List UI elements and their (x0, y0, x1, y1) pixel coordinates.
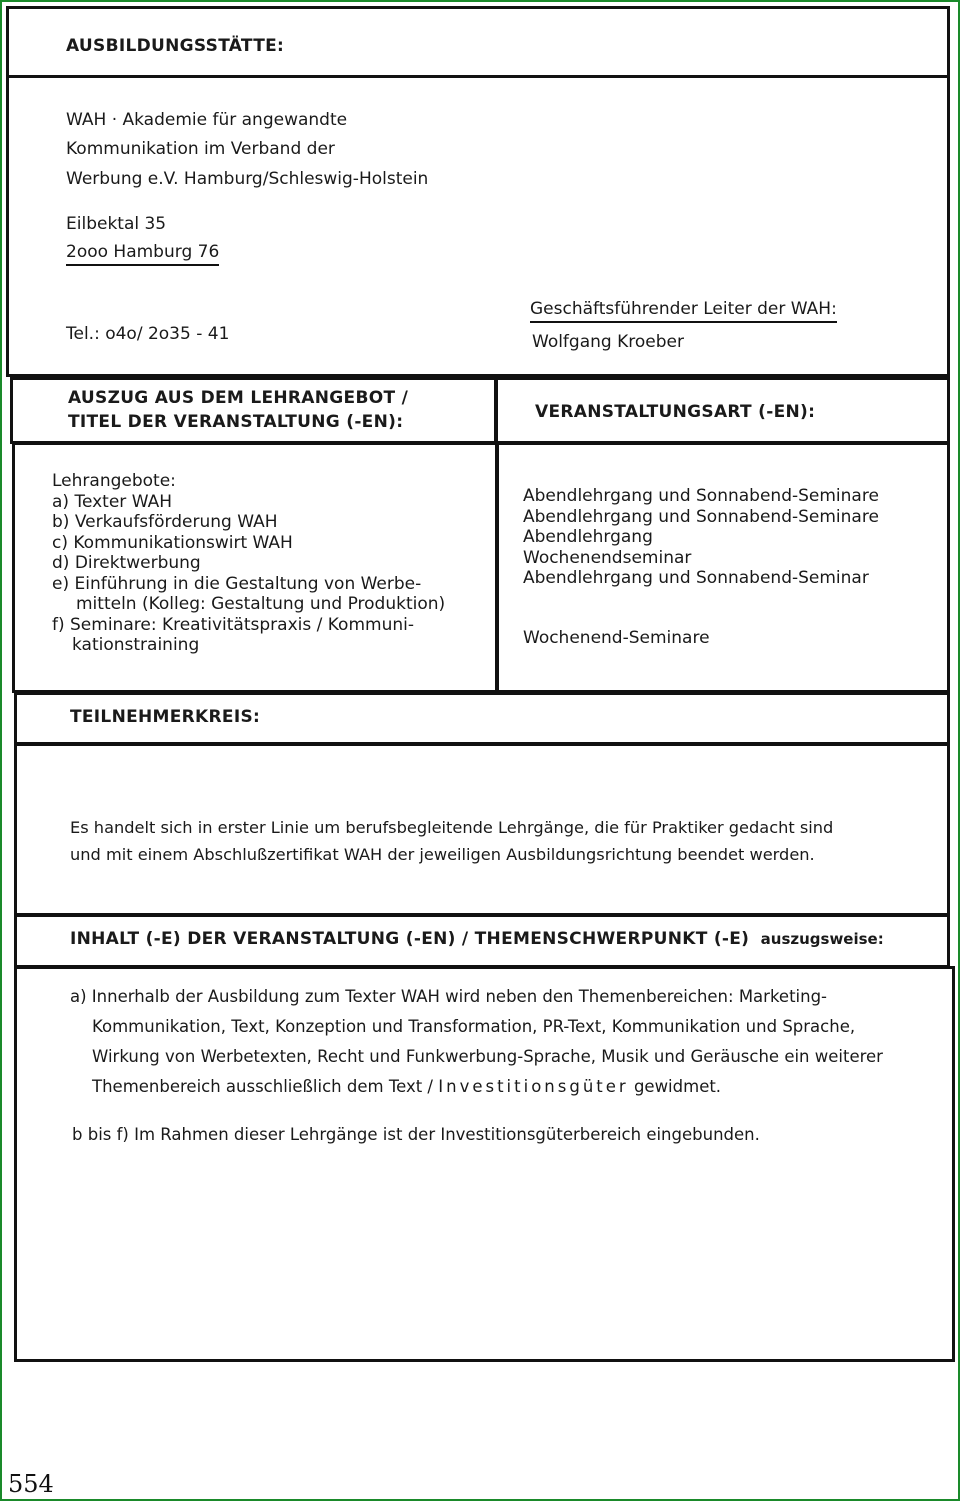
inhalt-para-a-line-3: Wirkung von Werbetexten, Recht und Funkwerbung-Sprache, Musik und Geräusche ein weiterer (92, 1047, 883, 1066)
leiter-name: Wolfgang Kroeber (532, 332, 684, 352)
leiter-label: Geschäftsführender Leiter der WAH: (530, 299, 837, 323)
lehrangebot-item: f) Seminare: Kreativitätspraxis / Kommuni- (52, 614, 414, 635)
inhalt-para-a-last-suffix: gewidmet. (633, 1077, 722, 1096)
lehrangebot-heading-line-2: TITEL DER VERANSTALTUNG (-EN): (68, 412, 404, 432)
inhalt-para-a-line-1: a) Innerhalb der Ausbildung zum Texter WAH wird neben den Themenbereichen: Marketing- (70, 987, 828, 1006)
inhalt-para-a-line-4 (92, 1077, 721, 1097)
institution-name-line-1: WAH · Akademie für angewandte (66, 110, 348, 130)
lehrangebot-item: Lehrangebote: (52, 471, 176, 491)
inhalt-para-a-spaced-word: Investitionsgüter (438, 1077, 629, 1096)
telephone: Tel.: o4o/ 2o35 - 41 (66, 324, 230, 344)
institution-name-line-2: Kommunikation im Verband der (66, 139, 335, 159)
teilnehmerkreis-line-1: Es handelt sich in erster Linie um berufsbegleitende Lehrgänge, die für Praktiker gedacht sind (70, 818, 834, 837)
lehrangebot-item: c) Kommunikationswirt WAH (52, 532, 293, 553)
veranstaltungsart-item: Wochenendseminar (523, 547, 692, 568)
lehrangebot-item: a) Texter WAH (52, 491, 172, 512)
veranstaltungsart-item: Abendlehrgang und Sonnabend-Seminare (523, 506, 879, 527)
inhalt-para-a-last-prefix: Themenbereich ausschließlich dem Text / (92, 1077, 433, 1096)
inhalt-heading-main: INHALT (-E) DER VERANSTALTUNG (-EN) / THEMENSCHWERPUNKT (-E) (70, 929, 750, 949)
page-number: 554 (8, 1470, 54, 1498)
ausbildungsstaette-heading: AUSBILDUNGSSTÄTTE: (66, 36, 285, 56)
inhalt-heading-suffix: auszugsweise: (760, 930, 884, 948)
address-city: 2ooo Hamburg 76 (66, 242, 219, 266)
institution-name-line-3: Werbung e.V. Hamburg/Schleswig-Holstein (66, 169, 429, 189)
lehrangebot-item: d) Direktwerbung (52, 553, 201, 573)
lehrangebot-item: kationstraining (72, 635, 200, 655)
lehrangebot-item: mitteln (Kolleg: Gestaltung und Produktion) (76, 594, 446, 614)
lehrangebot-item: e) Einführung in die Gestaltung von Werbe- (52, 573, 422, 594)
address-street: Eilbektal 35 (66, 214, 167, 234)
lehrangebot-heading-line-1: AUSZUG AUS DEM LEHRANGEBOT / (68, 388, 409, 408)
veranstaltungsart-item: Abendlehrgang und Sonnabend-Seminare (523, 486, 879, 506)
veranstaltungsart-item: Abendlehrgang (523, 527, 653, 547)
lehrangebot-item: b) Verkaufsförderung WAH (52, 512, 278, 532)
inhalt-heading (70, 929, 884, 949)
teilnehmerkreis-heading: TEILNEHMERKREIS: (70, 707, 261, 727)
veranstaltungsart-heading: VERANSTALTUNGSART (-EN): (535, 402, 816, 422)
inhalt-para-a-line-2: Kommunikation, Text, Konzeption und Transformation, PR-Text, Kommunikation und Sprache, (92, 1017, 856, 1036)
veranstaltungsart-list (523, 486, 879, 589)
lehrangebot-list (52, 471, 445, 656)
veranstaltungsart-item: Abendlehrgang und Sonnabend-Seminar (523, 568, 869, 588)
veranstaltungsart-item: Wochenend-Seminare (523, 628, 710, 648)
teilnehmerkreis-line-2: und mit einem Abschlußzertifikat WAH der jeweiligen Ausbildungsrichtung beendet werden. (70, 845, 815, 864)
inhalt-para-b: b bis f) Im Rahmen dieser Lehrgänge ist der Investitionsgüterbereich eingebunden. (72, 1125, 760, 1144)
